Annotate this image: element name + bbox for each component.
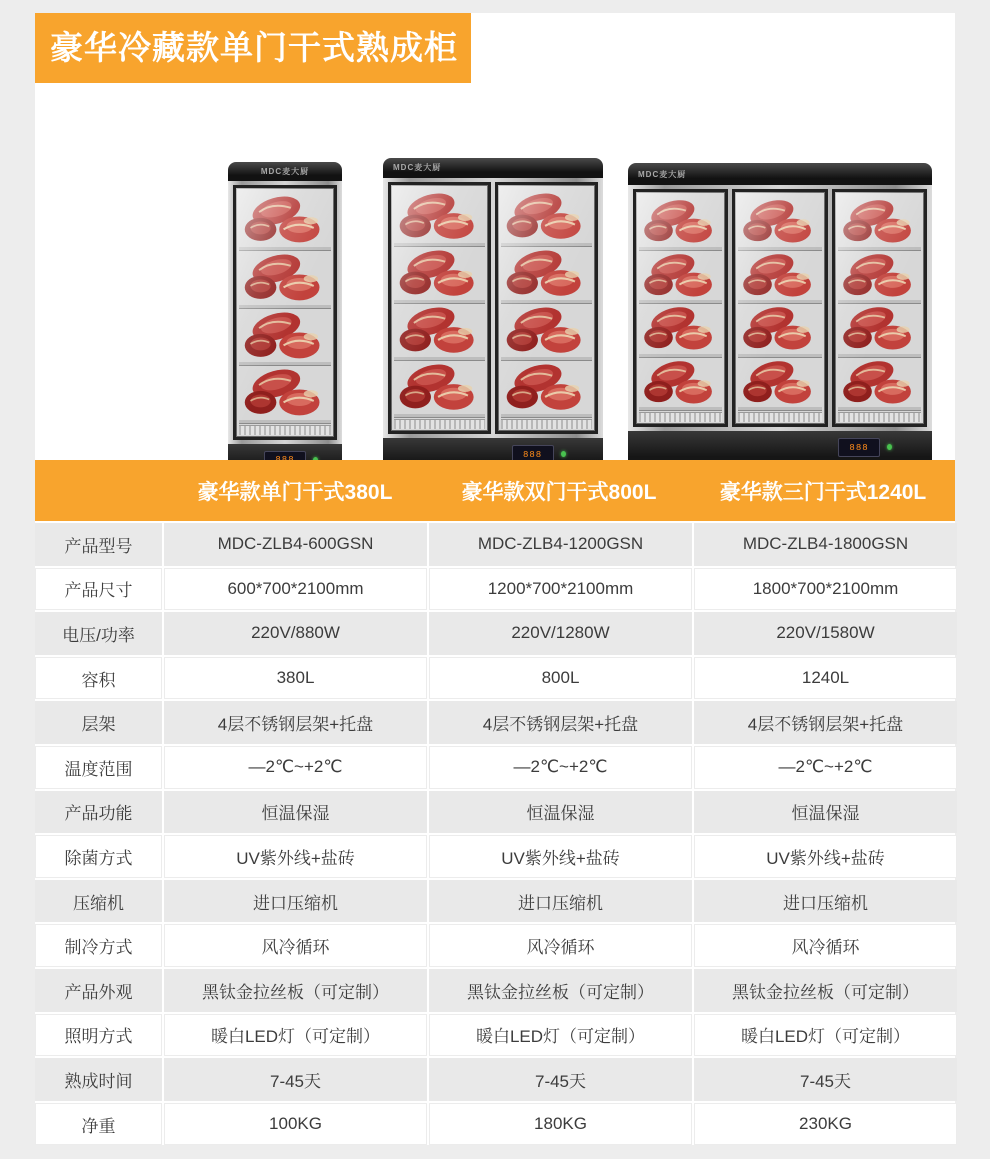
meat-cluster <box>501 189 592 243</box>
meat-cluster <box>501 246 592 300</box>
row-value-col2: 恒温保湿 <box>429 791 692 834</box>
shelf-with-meat <box>501 303 592 360</box>
row-label: 除菌方式 <box>35 835 162 878</box>
row-value-col3: 1240L <box>694 657 957 700</box>
shelf-with-meat <box>639 303 722 357</box>
row-value-col1: 100KG <box>164 1103 427 1146</box>
meat-cluster <box>239 308 331 363</box>
table-row <box>35 612 955 655</box>
cabinet-top-cap <box>228 162 342 181</box>
control-panel-display: 888 <box>512 445 554 464</box>
row-value-col2: 4层不锈钢层架+托盘 <box>429 701 692 744</box>
row-value-col2: 1200*700*2100mm <box>429 568 692 611</box>
row-value-col1: 进口压缩机 <box>164 880 427 923</box>
row-value-col3: 黑钛金拉丝板（可定制） <box>694 969 957 1012</box>
row-value-col2: 暖白LED灯（可定制） <box>429 1014 692 1057</box>
glass-door <box>633 189 728 427</box>
row-value-col3: 230KG <box>694 1103 957 1146</box>
row-value-col2: 220V/1280W <box>429 612 692 655</box>
glass-door <box>495 182 598 434</box>
row-value-col3: 恒温保湿 <box>694 791 957 834</box>
shelf-bar <box>838 407 921 410</box>
column-header-3: 豪华款三门干式1240L <box>719 480 927 504</box>
row-label: 层架 <box>35 701 162 744</box>
row-value-col1: 600*700*2100mm <box>164 568 427 611</box>
shelf-bar <box>501 414 592 417</box>
bottom-grill <box>239 425 331 435</box>
meat-cluster <box>838 250 921 301</box>
row-value-col1: 220V/880W <box>164 612 427 655</box>
row-label: 照明方式 <box>35 1014 162 1057</box>
cabinet-body <box>628 185 932 431</box>
shelf-with-meat <box>838 196 921 250</box>
row-label: 产品功能 <box>35 791 162 834</box>
shelf-with-meat <box>239 192 331 250</box>
meat-cluster <box>239 250 331 305</box>
shelf-with-meat <box>239 308 331 366</box>
meat-cluster <box>639 196 722 247</box>
shelf-with-meat <box>639 196 722 250</box>
meat-cluster <box>838 357 921 408</box>
row-label: 产品尺寸 <box>35 568 162 611</box>
row-value-col3: 暖白LED灯（可定制） <box>694 1014 957 1057</box>
row-label: 压缩机 <box>35 880 162 923</box>
row-value-col3: UV紫外线+盐砖 <box>694 835 957 878</box>
shelf-with-meat <box>501 360 592 417</box>
glass-door <box>388 182 491 434</box>
shelf-with-meat <box>501 246 592 303</box>
control-panel-display: 888 <box>838 438 880 457</box>
row-value-col1: 恒温保湿 <box>164 791 427 834</box>
row-label: 产品外观 <box>35 969 162 1012</box>
cabinet-top-cap <box>383 158 603 178</box>
table-row <box>35 1014 955 1057</box>
table-row <box>35 1058 955 1101</box>
shelf-with-meat <box>738 303 821 357</box>
column-header-2: 豪华款双门干式800L <box>461 480 657 504</box>
meat-cluster <box>639 250 722 301</box>
shelf-bar <box>639 407 722 410</box>
shelf-with-meat <box>394 360 485 417</box>
bottom-grill <box>838 412 921 422</box>
meat-cluster <box>239 365 331 420</box>
meat-cluster <box>838 303 921 354</box>
row-label: 熟成时间 <box>35 1058 162 1101</box>
brand-logo: MDC麦大厨 <box>393 163 442 173</box>
meat-cluster <box>501 360 592 414</box>
table-row <box>35 924 955 967</box>
row-value-col3: 进口压缩机 <box>694 880 957 923</box>
shelf-with-meat <box>501 189 592 246</box>
meat-cluster <box>639 303 722 354</box>
row-value-col3: 7-45天 <box>694 1058 957 1101</box>
shelf-with-meat <box>838 250 921 304</box>
row-value-col1: 4层不锈钢层架+托盘 <box>164 701 427 744</box>
shelf-with-meat <box>738 357 821 411</box>
shelf-with-meat <box>738 196 821 250</box>
row-value-col2: —2℃~+2℃ <box>429 746 692 789</box>
row-value-col1: 黑钛金拉丝板（可定制） <box>164 969 427 1012</box>
meat-cluster <box>738 303 821 354</box>
table-row <box>35 835 955 878</box>
row-value-col3: —2℃~+2℃ <box>694 746 957 789</box>
meat-cluster <box>738 250 821 301</box>
row-value-col1: MDC-ZLB4-600GSN <box>164 523 427 566</box>
row-value-col1: 7-45天 <box>164 1058 427 1101</box>
shelf-with-meat <box>394 303 485 360</box>
row-label: 产品型号 <box>35 523 162 566</box>
table-row <box>35 568 955 611</box>
spec-table <box>35 523 955 1145</box>
meat-cluster <box>738 357 821 408</box>
meat-cluster <box>394 303 485 357</box>
meat-cluster <box>394 360 485 414</box>
meat-cluster <box>639 357 722 408</box>
row-value-col1: 风冷循环 <box>164 924 427 967</box>
row-label: 容积 <box>35 657 162 700</box>
table-row <box>35 880 955 923</box>
brand-logo: MDC麦大厨 <box>638 169 687 179</box>
row-label: 净重 <box>35 1103 162 1146</box>
cabinet-top-cap <box>628 163 932 185</box>
meat-cluster <box>394 246 485 300</box>
table-row <box>35 523 955 566</box>
shelf-with-meat <box>838 357 921 411</box>
row-value-col3: 4层不锈钢层架+托盘 <box>694 701 957 744</box>
bottom-grill <box>394 419 485 429</box>
meat-cluster <box>838 196 921 247</box>
table-row <box>35 791 955 834</box>
brand-logo: MDC麦大厨 <box>260 167 310 177</box>
bottom-grill <box>738 412 821 422</box>
glass-door <box>832 189 927 427</box>
shelf-with-meat <box>394 246 485 303</box>
row-value-col2: UV紫外线+盐砖 <box>429 835 692 878</box>
product-photos <box>35 83 955 460</box>
row-value-col3: MDC-ZLB4-1800GSN <box>694 523 957 566</box>
power-led <box>561 451 566 457</box>
row-value-col1: 380L <box>164 657 427 700</box>
bottom-grill <box>639 412 722 422</box>
shelf-with-meat <box>738 250 821 304</box>
table-row <box>35 1103 955 1146</box>
row-value-col1: UV紫外线+盐砖 <box>164 835 427 878</box>
shelf-with-meat <box>639 357 722 411</box>
cabinet-body <box>383 178 603 438</box>
content-card <box>35 13 955 1145</box>
row-value-col3: 220V/1580W <box>694 612 957 655</box>
shelf-with-meat <box>394 189 485 246</box>
shelf-with-meat <box>239 365 331 423</box>
cabinet-body <box>228 181 342 444</box>
shelf-bar <box>239 420 331 423</box>
row-value-col2: 进口压缩机 <box>429 880 692 923</box>
table-row <box>35 701 955 744</box>
meat-cluster <box>239 192 331 247</box>
row-value-col2: 180KG <box>429 1103 692 1146</box>
row-value-col2: 风冷循环 <box>429 924 692 967</box>
row-value-col1: 暖白LED灯（可定制） <box>164 1014 427 1057</box>
meat-cluster <box>501 303 592 357</box>
row-value-col2: 800L <box>429 657 692 700</box>
row-label: 制冷方式 <box>35 924 162 967</box>
shelf-bar <box>738 407 821 410</box>
row-value-col3: 1800*700*2100mm <box>694 568 957 611</box>
table-row <box>35 746 955 789</box>
table-row <box>35 657 955 700</box>
row-value-col3: 风冷循环 <box>694 924 957 967</box>
column-header-1: 豪华款单门干式380L <box>197 480 393 504</box>
table-row <box>35 969 955 1012</box>
shelf-with-meat <box>838 303 921 357</box>
glass-door <box>233 185 337 440</box>
shelf-with-meat <box>239 250 331 308</box>
shelf-with-meat <box>639 250 722 304</box>
row-value-col2: 黑钛金拉丝板（可定制） <box>429 969 692 1012</box>
row-value-col1: —2℃~+2℃ <box>164 746 427 789</box>
row-label: 温度范围 <box>35 746 162 789</box>
glass-door <box>732 189 827 427</box>
row-value-col2: 7-45天 <box>429 1058 692 1101</box>
shelf-bar <box>394 414 485 417</box>
row-label: 电压/功率 <box>35 612 162 655</box>
table-header-band <box>35 460 955 521</box>
meat-cluster <box>394 189 485 243</box>
row-value-col2: MDC-ZLB4-1200GSN <box>429 523 692 566</box>
meat-cluster <box>738 196 821 247</box>
bottom-grill <box>501 419 592 429</box>
power-led <box>887 444 892 450</box>
page-title: 豪华冷藏款单门干式熟成柜 <box>35 13 471 83</box>
